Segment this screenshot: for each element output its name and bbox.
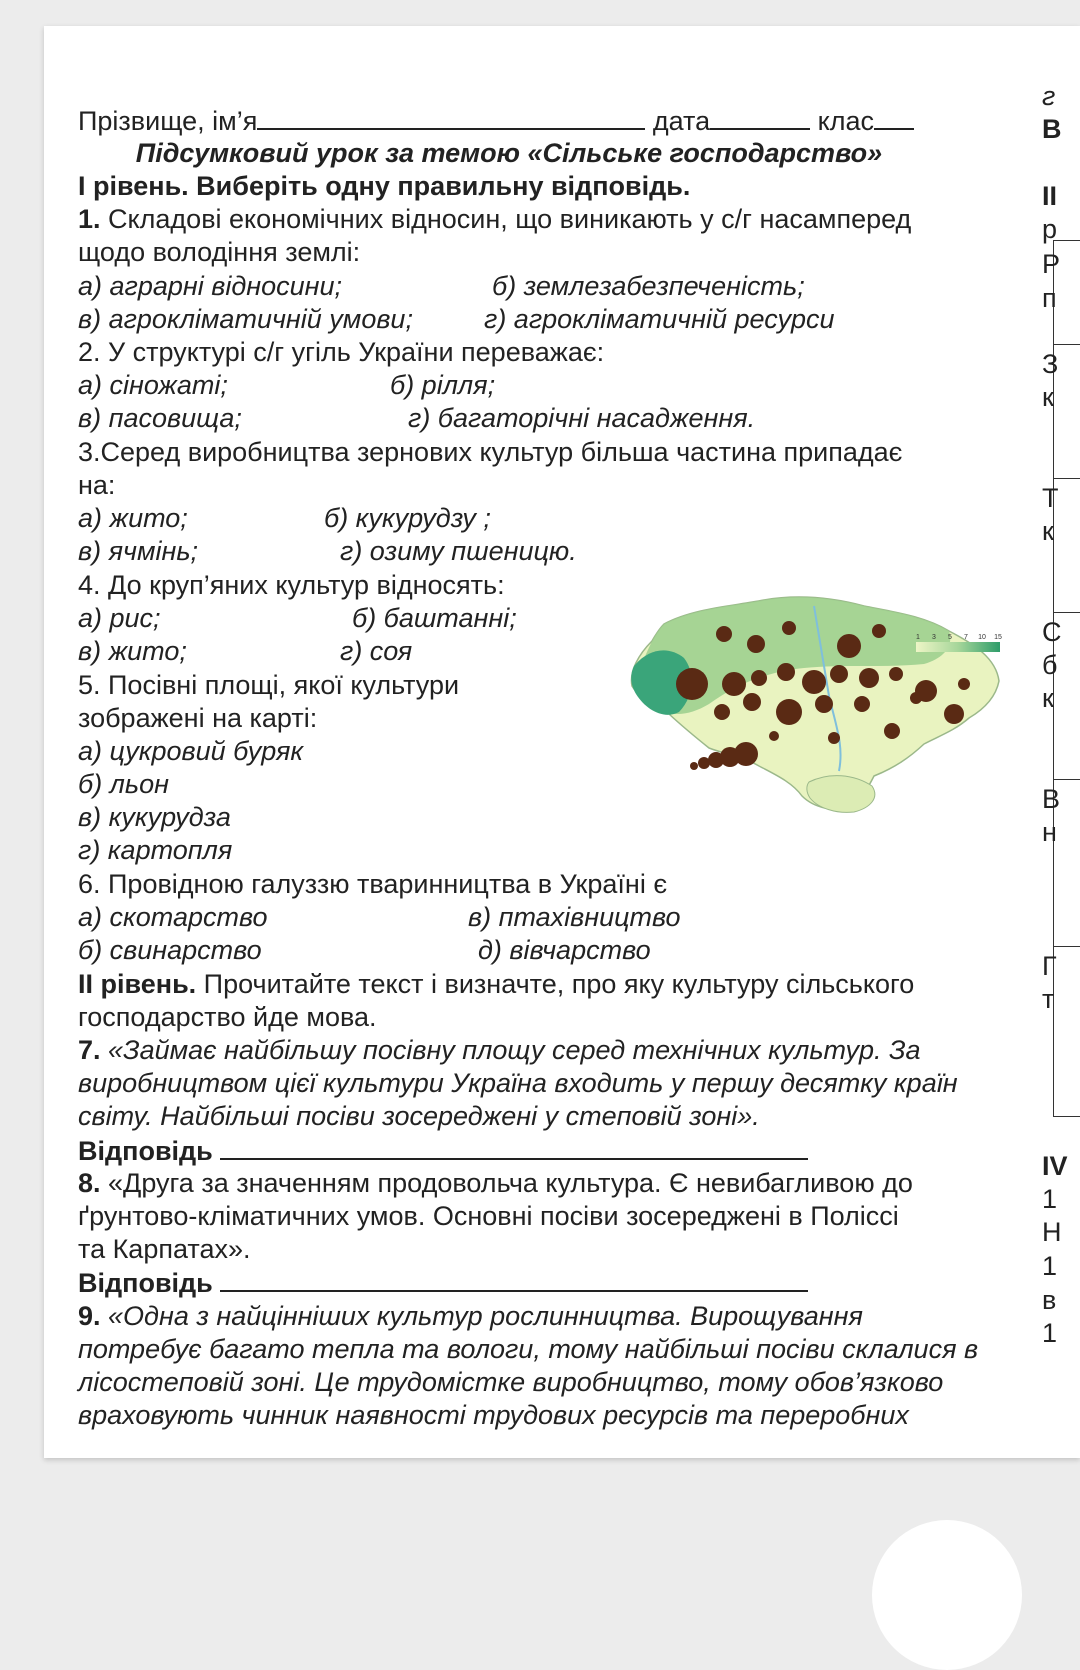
map-legend-tick-label: 15 [994,634,1002,641]
next-page-fragment: Т [1042,483,1059,513]
q8-line2: ґрунтово-кліматичних умов. Основні посіви зосереджені в Поліссі [78,1201,899,1231]
q3-option-g: г) озиму пшеницю. [340,536,577,566]
q8-line1 [78,1167,913,1200]
q5-line2: зображені на карті: [78,703,318,733]
q7-line3: світу. Найбільші посіви зосереджені у степовій зоні». [78,1101,760,1131]
q4-text: 4. До круп’яних культур відносять: [78,570,505,600]
q1-option-a: а) аграрні відносини; [78,271,343,301]
map-circle [722,672,746,696]
floating-action-circle[interactable] [872,1520,1022,1670]
map-circle [837,634,861,658]
map-circle [747,635,765,653]
q1-line2: щодо володіння землі: [78,237,361,267]
level2-instruction-text: Прочитайте текст і визначте, про яку культуру сільського [196,969,915,999]
q8-answer-label: Відповідь [78,1268,213,1298]
next-page-table-row-line [1053,478,1080,479]
q8-line1-text: «Друга за значенням продовольча культура. Є невибагливою до [100,1168,913,1198]
q8-answer-blank[interactable] [220,1266,808,1292]
map-circle [815,695,833,713]
date-label: дата [652,106,711,136]
q3-line2: на: [78,470,116,500]
map-size-legend-circle [690,762,698,770]
q5-option-v: в) кукурудза [78,802,231,832]
next-page-fragment: С [1042,617,1062,647]
map-circle [716,626,732,642]
next-page-fragment: б [1042,650,1058,680]
next-page-fragment: 1 [1042,1318,1058,1348]
map-size-legend-circle [734,742,758,766]
map-circle [676,668,708,700]
q1-number: 1. [78,204,101,234]
q3-option-b: б) кукурудзу ; [324,503,491,533]
map-legend [916,642,1000,652]
map-legend-tick-label: 10 [978,634,986,641]
q8-number: 8. [78,1168,101,1198]
next-page-fragment: к [1042,683,1054,713]
next-page-fragment: к [1042,382,1054,412]
q7-answer-label: Відповідь [78,1136,213,1166]
q9-line1-text: «Одна з найцінніших культур рослинництва. Вирощування [100,1301,863,1331]
q3-option-a: а) жито; [78,503,188,533]
map-circle [872,624,886,638]
next-page-table-row-line [1053,612,1080,613]
q3-line1: 3.Серед виробництва зернових культур більша частина припадає [78,437,903,467]
q2-option-b: б) рілля; [390,370,496,400]
q9-number: 9. [78,1301,101,1331]
map-circle [830,665,848,683]
q6-option-v: в) птахівництво [468,902,681,932]
q4-option-v: в) жито; [78,636,187,666]
q4-option-a: а) рис; [78,603,161,633]
q4-option-b: б) баштанні; [352,603,517,633]
map-circle [751,670,767,686]
q3-option-v: в) ячмінь; [78,536,199,566]
next-page-fragment: Н [1042,1217,1062,1247]
next-page-fragment: З [1042,349,1059,379]
next-page-fragment: р [1042,214,1058,244]
map-circle [884,723,900,739]
next-page-fragment: Г [1042,951,1057,981]
map-legend-tick-label: 1 [916,634,920,641]
q6-option-b: б) свинарство [78,935,262,965]
q8-line3: та Карпатах». [78,1234,251,1264]
date-blank[interactable] [710,104,810,130]
map-circle [743,693,761,711]
next-page-fragment: п [1042,283,1057,313]
next-page-fragment: г [1042,81,1056,111]
q6-option-a: а) скотарство [78,902,268,932]
map-circle [910,692,922,704]
map-circle [958,678,970,690]
map-legend-tick-label: 3 [932,634,936,641]
map-circle [769,731,779,741]
q1-option-g: г) агрокліматичній ресурси [484,304,835,334]
name-label: Прізвище, ім’я [78,106,258,136]
q9-line2: потребує багато тепла та вологи, тому найбільші посіви склалися в [78,1334,979,1364]
next-page-fragment: т [1042,984,1055,1014]
level1-heading: I рівень. Виберіть одну правильну відповідь. [78,171,691,201]
q1-option-v: в) агрокліматичній умови; [78,304,413,334]
page-title: Підсумковий урок за темою «Сільське господарство» [135,138,883,168]
level2-heading: II рівень. [78,969,197,999]
next-page-fragment: в [1042,1285,1057,1315]
name-blank[interactable] [257,104,645,130]
map-circle [889,667,903,681]
class-blank[interactable] [874,104,914,130]
next-page-fragment: 1 [1042,1251,1058,1281]
q1-text [78,203,911,236]
map-circle [859,668,879,688]
map-circle [782,621,796,635]
q5-option-g: г) картопля [78,835,233,865]
next-page-fragment: к [1042,516,1054,546]
q2-option-v: в) пасовища; [78,403,242,433]
q9-line3: лісостеповій зоні. Це трудомістке виробництво, тому обов’язково [78,1367,944,1397]
q7-answer [78,1134,808,1168]
map-circle [944,704,964,724]
next-page-table-row-line [1053,779,1080,780]
next-page-fragment: II [1042,181,1058,211]
next-page-fragment: Р [1042,249,1061,279]
worksheet-page [44,26,1080,1458]
q5-option-a: а) цукровий буряк [78,736,304,766]
q5-option-b: б) льон [78,769,169,799]
q1-option-b: б) землезабезпеченість; [492,271,805,301]
q6-text: 6. Провідною галуззю тваринництва в Україні є [78,869,668,899]
q8-answer [78,1266,808,1300]
next-page-fragment: н [1042,817,1057,847]
q6-option-d: д) вівчарство [478,935,651,965]
q7-line1-text: «Займає найбільшу посівну площу серед технічних культур. За [100,1035,921,1065]
map-legend-tick-label: 7 [964,634,968,641]
q2-option-g: г) багаторічні насадження. [408,403,756,433]
map-circle [828,732,840,744]
q9-line4: враховують чинник наявності трудових ресурсів та переробних [78,1400,909,1430]
q5-line1: 5. Посівні площі, якої культури [78,670,460,700]
q7-number: 7. [78,1035,101,1065]
level2-instruction [78,968,914,1001]
q1-line1: Складові економічних відносин, що виникають у с/г насамперед [100,204,912,234]
next-page-fragment: IV [1042,1151,1068,1181]
next-page-fragment: В [1042,784,1061,814]
q4-option-g: г) соя [340,636,413,666]
next-page-fragment: 1 [1042,1184,1058,1214]
q2-option-a: а) сіножаті; [78,370,228,400]
q7-line1 [78,1034,921,1067]
map-circle [714,704,730,720]
q2-text: 2. У структурі с/г угіль України переважає: [78,337,605,367]
header-line [78,104,914,138]
level2-instruction-2: господарство йде мова. [78,1002,377,1032]
map-circle [854,696,870,712]
ukraine-crop-map [624,586,1006,816]
q7-line2: виробництвом цієї культури Україна входить у першу десятку країн [78,1068,958,1098]
map-circle [777,663,795,681]
map-legend-tick-label: 5 [948,634,952,641]
next-page-table-row-line [1053,344,1080,345]
q9-line1 [78,1300,863,1333]
class-label: клас [817,106,875,136]
q7-answer-blank[interactable] [220,1134,808,1160]
next-page-table-row-line [1053,946,1080,947]
next-page-fragment: В [1042,114,1062,144]
map-circle [776,699,802,725]
map-circle [802,670,826,694]
